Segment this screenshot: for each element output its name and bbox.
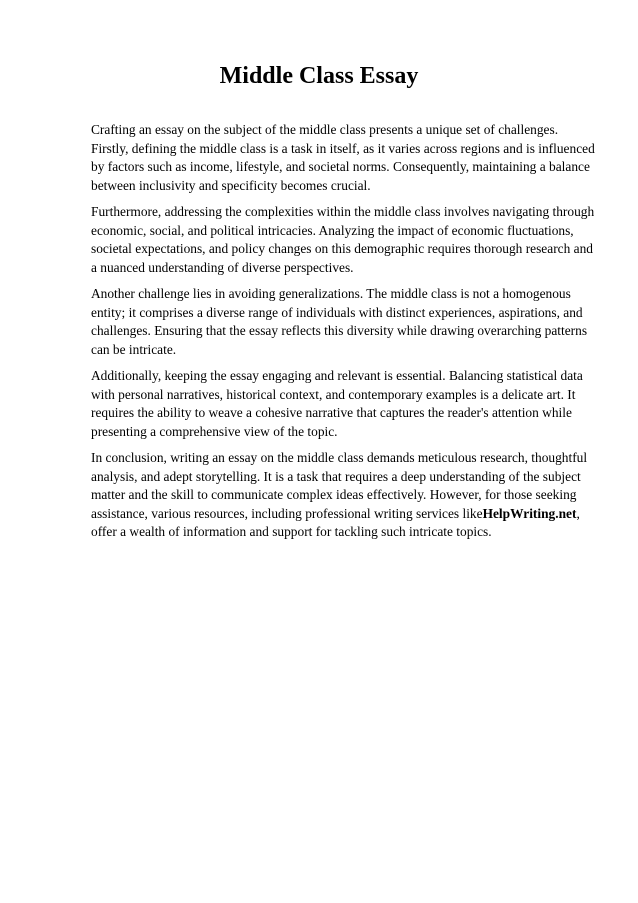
paragraph-4: Additionally, keeping the essay engaging and relevant is essential. Balancing statistical data with personal narratives, historical context, and contemporary examples is a delicate art. It requires the ability to weave a cohesive narrative that captures the reader's attention while presenting a comprehensive view of the topic. <box>91 368 583 439</box>
document-body <box>91 121 597 550</box>
conclusion-text-after: , offer a wealth of information and support for tackling such intricate topics. <box>91 505 580 539</box>
paragraph-3: Another challenge lies in avoiding generalizations. The middle class is not a homogenous entity; it comprises a diverse range of individuals with distinct experiences, aspirations, and challenges. Ensuring that the essay reflects this diversity while drawing overarching patterns can be intricate. <box>91 286 588 357</box>
helpwriting-link[interactable]: HelpWriting.net <box>482 505 577 521</box>
paragraph-2: Furthermore, addressing the complexities within the middle class involves navigating through economic, social, and political intricacies. Analyzing the impact of economic fluctuations, societal expectations, and policy changes on this demographic requires thorough research and a nuanced understanding of diverse perspectives. <box>91 204 595 275</box>
conclusion-text-before: In conclusion, writing an essay on the middle class demands meticulous research, thoughtful analysis, and adept storytelling. It is a task that requires a deep understanding of the subject matter and the skill to communicate complex ideas effectively. However, for those seeking assistance, various resources, including professional writing services like <box>91 450 588 521</box>
paragraph-1: Crafting an essay on the subject of the middle class presents a unique set of challenges. Firstly, defining the middle class is a task in itself, as it varies across regions and is influenced by factors such as income, lifestyle, and societal norms. Consequently, maintaining a balance between inclusivity and specificity becomes crucial. <box>91 122 595 193</box>
paragraph-conclusion <box>91 449 597 542</box>
document-title: Middle Class Essay <box>219 63 419 89</box>
